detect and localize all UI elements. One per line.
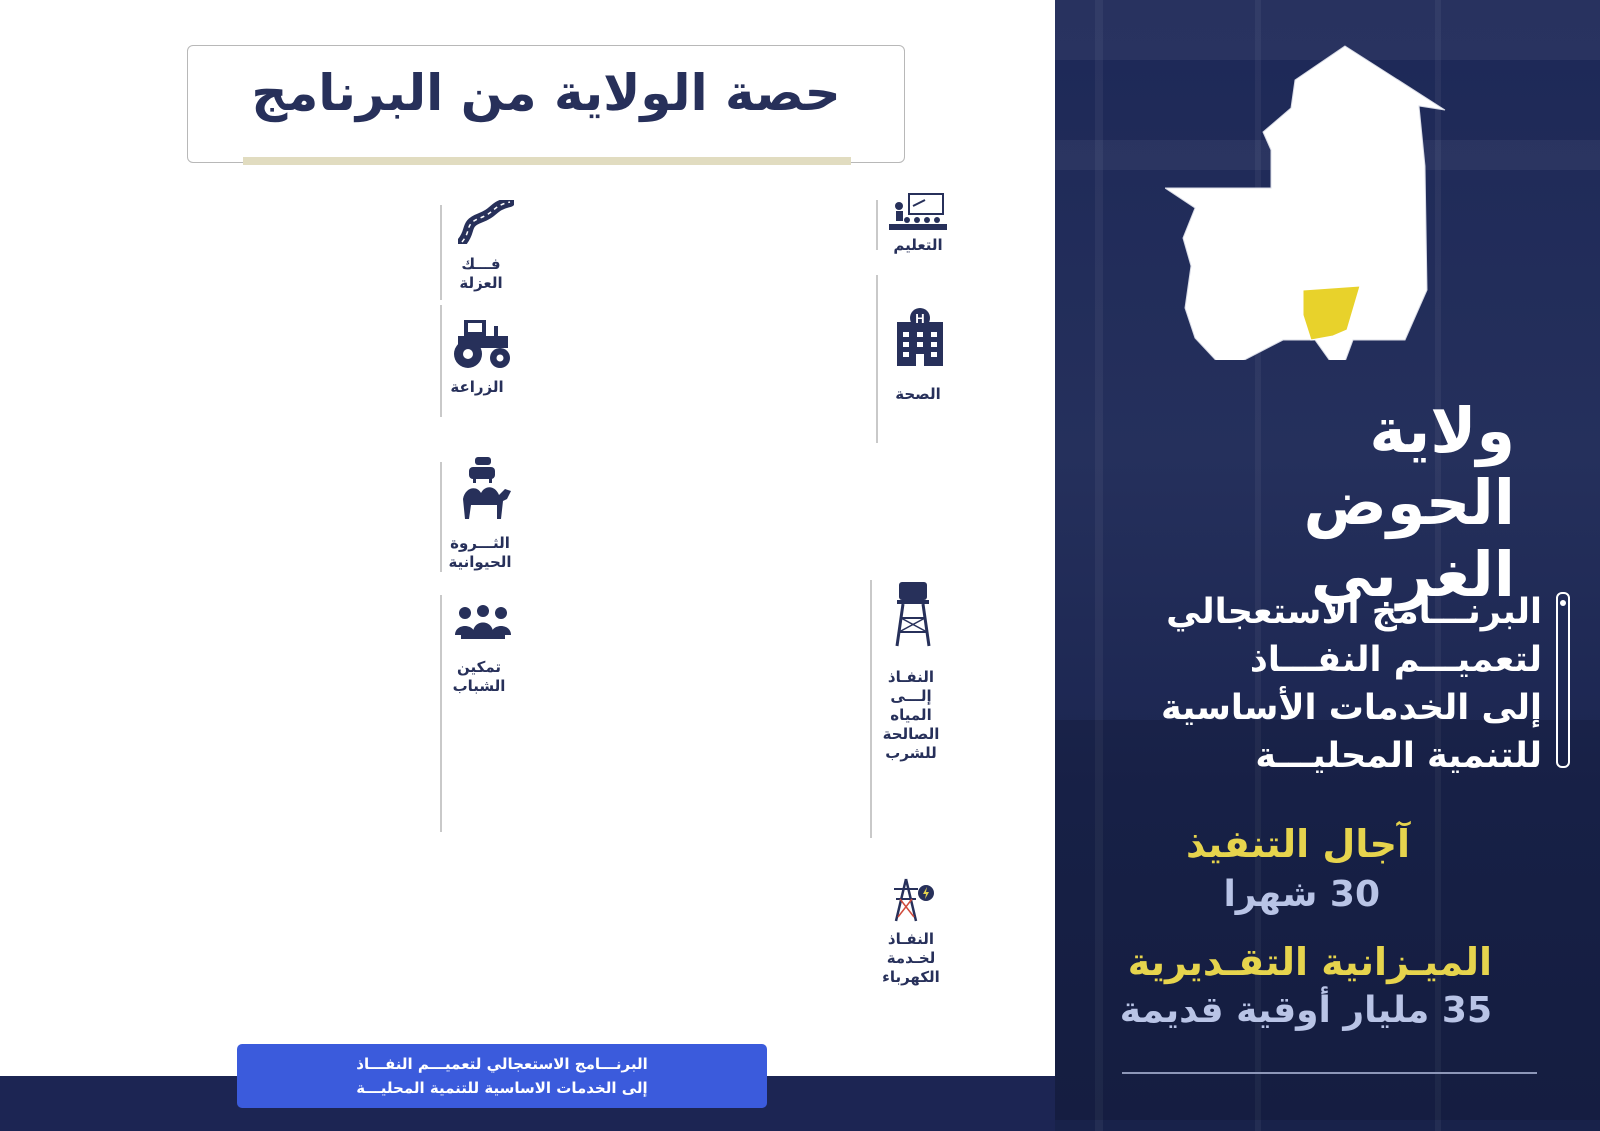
divider	[1122, 1072, 1537, 1074]
power-pylon-icon	[890, 877, 936, 923]
program-dot	[1560, 600, 1566, 606]
program-line: إلى الخدمات الأساسية	[1160, 688, 1542, 728]
program-line: للتنمية المحليـــة	[1255, 736, 1542, 776]
header-underline	[243, 157, 851, 165]
divider	[440, 305, 442, 417]
divider	[870, 580, 872, 838]
section-title: الزراعة	[450, 378, 504, 396]
section-title: تمكين الشباب	[452, 658, 506, 695]
footer-line2: إلى الخدمات الاساسية للتنمية المحليـــة	[356, 1079, 648, 1097]
divider	[876, 275, 878, 443]
section-title: النفـاذ لخـدمة الكهرباء	[882, 930, 940, 986]
duration-label: آجال التنفيذ	[1185, 822, 1410, 866]
road-icon	[458, 200, 514, 244]
footer-label	[237, 1044, 767, 1108]
duration-value: 30 شهرا	[1223, 874, 1380, 915]
section-title: النفـاذ إلـــى المياه الصالحة للشرب	[882, 668, 940, 762]
classroom-icon	[889, 192, 949, 232]
budget-label: الميـزانية التقـديرية	[1127, 940, 1492, 984]
divider	[440, 595, 442, 832]
region-line1: ولاية	[1369, 394, 1515, 467]
water-tower-icon	[893, 580, 933, 650]
divider	[440, 462, 442, 572]
budget-value: 35 مليار أوقية قديمة	[1119, 990, 1492, 1031]
tractor-icon	[450, 316, 516, 370]
mauritania-map	[1165, 40, 1525, 360]
hospital-icon	[895, 308, 945, 368]
svg-text:H: H	[915, 311, 925, 326]
program-bar	[1556, 592, 1570, 768]
section-title: التعليم	[893, 236, 943, 254]
divider	[876, 200, 878, 250]
region-line2: الحوض الغربي	[1303, 466, 1515, 611]
program-line: البرنـــامج الاستعجالي	[1166, 592, 1542, 632]
section-title: فـــك العزلة	[459, 255, 503, 292]
program-title-box	[1110, 588, 1570, 776]
footer-line1: البرنـــامج الاستعجالي لتعميـــم النفـــاذ	[356, 1055, 648, 1073]
section-title: الصحة	[895, 385, 941, 403]
program-title	[1112, 588, 1542, 780]
divider	[440, 205, 442, 300]
livestock-icon	[455, 455, 515, 521]
program-line: لتعميـــم النفـــاذ	[1249, 640, 1542, 680]
header-box	[187, 45, 905, 163]
page-title: حصة الولاية من البرنامج	[251, 64, 841, 122]
group-icon	[453, 605, 513, 641]
section-title: الثـــروة الحيوانية	[448, 534, 512, 571]
region-name	[1095, 395, 1515, 611]
right-panel	[1055, 0, 1600, 1131]
